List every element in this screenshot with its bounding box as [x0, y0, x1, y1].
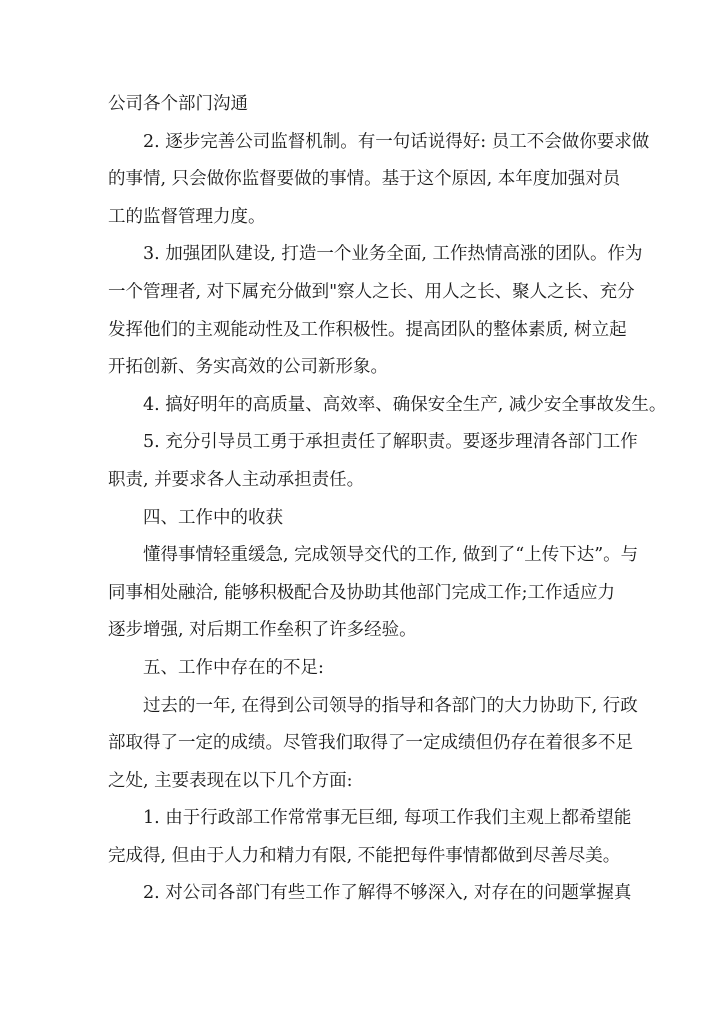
text-line: 逐步增强, 对后期工作垒积了许多经验。: [108, 620, 417, 641]
text-line: 的事情, 只会做你监督要做的事情。基于这个原因, 本年度加强对员: [108, 169, 621, 190]
text-line: 发挥他们的主观能动性及工作积极性。提高团队的整体素质, 树立起: [108, 319, 627, 340]
text-line: 一个管理者, 对下属充分做到"察人之长、用人之长、聚人之长、充分: [108, 281, 635, 302]
text-line: 之处, 主要表现在以下几个方面:: [108, 770, 353, 791]
text-line: 工的监督管理力度。: [108, 206, 266, 227]
text-line: 2. 对公司各部门有些工作了解得不够深入, 对存在的问题掌握真: [143, 883, 632, 904]
document-body: [108, 86, 667, 913]
section-heading: 五、工作中存在的不足:: [143, 657, 324, 678]
text-line: 公司各个部门沟通: [108, 94, 248, 114]
text-line: 5. 充分引导员工勇于承担责任了解职责。要逐步理清各部门工作: [143, 432, 638, 453]
text-line: 过去的一年, 在得到公司领导的指导和各部门的大力协助下, 行政: [143, 695, 638, 716]
text-line: 职责, 并要求各人主动承担责任。: [108, 469, 365, 490]
text-line: 完成得, 但由于人力和精力有限, 不能把每件事情都做到尽善尽美。: [108, 845, 621, 866]
text-line: 部取得了一定的成绩。尽管我们取得了一定成绩但仍存在着很多不足: [108, 733, 633, 754]
text-line: 1. 由于行政部工作常常事无巨细, 每项工作我们主观上都希望能: [143, 808, 632, 829]
text-line: 同事相处融洽, 能够积极配合及协助其他部门完成工作;工作适应力: [108, 582, 616, 603]
section-heading: 四、工作中的收获: [143, 507, 283, 528]
text-line: 2. 逐步完善公司监督机制。有一句话说得好: 员工不会做你要求做: [143, 131, 650, 152]
text-line: 3. 加强团队建设, 打造一个业务全面, 工作热情高涨的团队。作为: [143, 244, 643, 265]
text-line: 4. 搞好明年的高质量、高效率、确保安全生产, 减少安全事故发生。: [143, 394, 667, 415]
text-line: 懂得事情轻重缓急, 完成领导交代的工作, 做到了“上传下达”。与: [143, 545, 639, 566]
text-line: 开拓创新、务实高效的公司新形象。: [108, 357, 388, 378]
